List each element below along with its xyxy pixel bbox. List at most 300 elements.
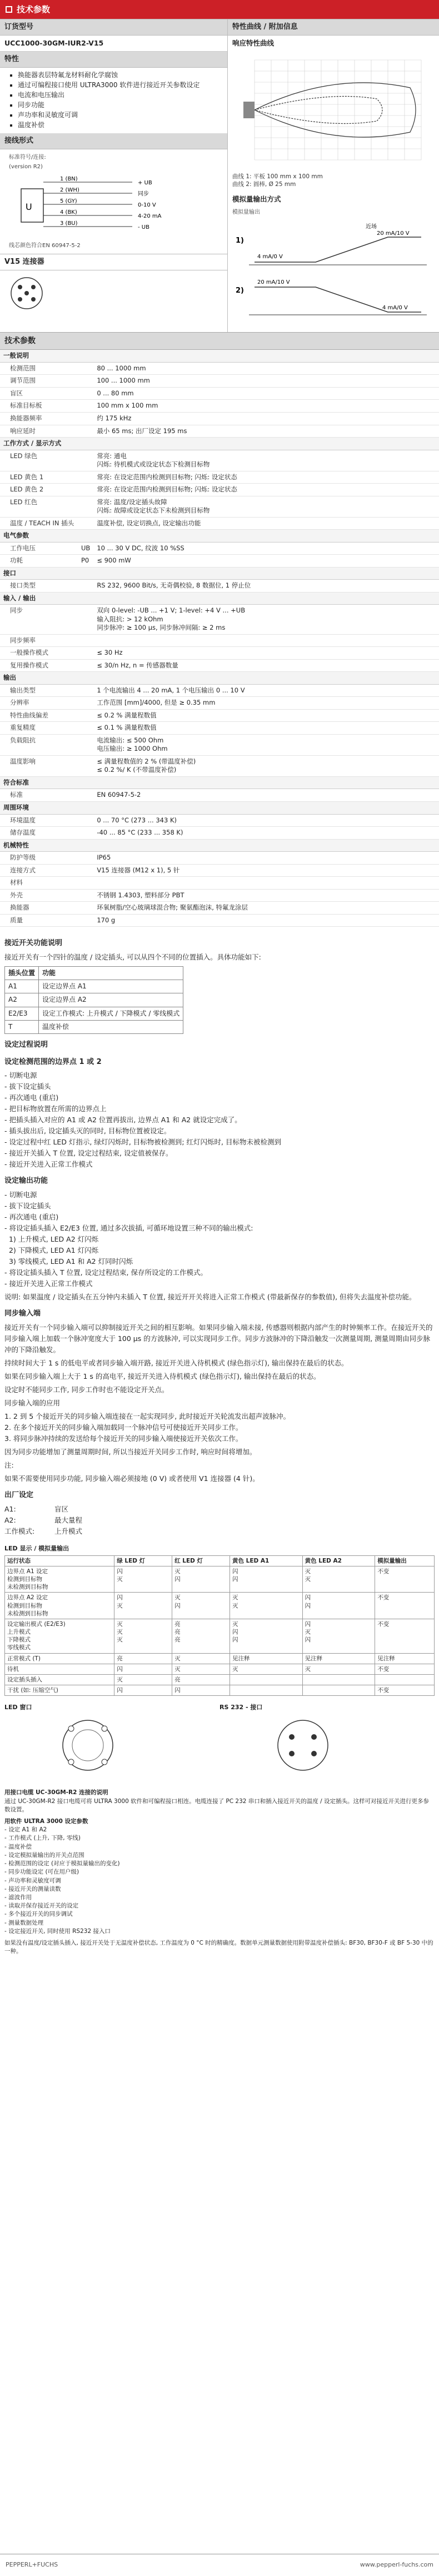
led-cell: 灭: [172, 1653, 230, 1664]
factory-heading: 出厂设定: [4, 1491, 34, 1500]
spec-key: 调节范围: [0, 375, 78, 388]
step-line: 2) 下降模式, LED A1 灯闪烁: [4, 1246, 99, 1255]
spec-symbol: [78, 450, 93, 471]
spec-value: IP65: [93, 852, 439, 865]
connection-version: (version R2): [9, 164, 43, 170]
step-line: 2. 在多个接近开关的同步输入端加载同一个脉冲信号可使接近开关同步工作。: [4, 1423, 243, 1432]
spec-value: 环氧树脂/空心玻璃球混合物; 聚氨酯泡沫, 特氟龙涂层: [93, 902, 439, 915]
fn-cell: 设定工作模式: 上升模式 / 下降模式 / 零线模式: [39, 1007, 183, 1020]
step-line: 3) 零线模式, LED A1 和 A2 灯同时闪烁: [4, 1257, 133, 1266]
page-footer: [0, 2554, 439, 2576]
spec-symbol: [78, 852, 93, 865]
led-cell: 闪 闪: [230, 1566, 302, 1593]
spec-value: 170 g: [93, 914, 439, 927]
setup-output-steps: [4, 1189, 435, 1289]
spec-key: 储存温度: [0, 827, 78, 840]
spec-value: [93, 877, 439, 890]
ultra-item: - 设定模拟量输出的开关点范围: [4, 1851, 84, 1859]
led-head: 黄色 LED A1: [230, 1555, 302, 1566]
spec-row: [0, 802, 439, 815]
svg-text:2): 2): [236, 287, 244, 295]
spec-symbol: [78, 755, 93, 776]
fn-cell: A2: [5, 993, 39, 1007]
setup-heading: 设定过程说明: [4, 1040, 48, 1049]
led-head: 黄色 LED A2: [302, 1555, 375, 1566]
spec-value: 常亮: 温度/设定插头故障 闪烁: 故障或设定状态下未检测到目标物: [93, 496, 439, 517]
factory-row: [4, 1515, 435, 1526]
spec-symbol: [78, 734, 93, 755]
connection-std-label: 标准符号/连接:: [9, 154, 46, 160]
led-cell: 灭: [114, 1674, 172, 1685]
spec-value: ≤ 0.2 % 满量程数值: [93, 709, 439, 722]
wire-function: + UB: [138, 179, 152, 186]
spec-row: [0, 350, 439, 362]
led-cell: 正常模式 (T): [5, 1653, 114, 1664]
step-line: - 把目标物放置在所需的边界点上: [4, 1104, 107, 1113]
spec-symbol: [78, 647, 93, 660]
spec-value: 0 ... 80 mm: [93, 387, 439, 400]
v15-connector: [0, 270, 227, 318]
led-section: [0, 1543, 439, 1698]
spec-value: 约 175 kHz: [93, 412, 439, 425]
spec-symbol: [78, 362, 93, 375]
led-cell: [302, 1685, 375, 1696]
spec-key: 盲区: [0, 387, 78, 400]
feature-item: ▪ 通过可编程接口使用 ULTRA3000 软件进行接近开关参数设定: [18, 80, 223, 90]
fn-cell: A1: [5, 980, 39, 993]
led-window-title: LED 窗口: [4, 1704, 32, 1711]
spec-value: EN 60947-5-2: [93, 789, 439, 802]
curve-title: 响应特性曲线: [232, 38, 275, 47]
rs232-svg: [219, 1712, 386, 1779]
led-cell: 闪 灭: [114, 1566, 172, 1593]
factory-key: 工作模式:: [4, 1526, 35, 1535]
step-line: 3. 将同步脉冲持续的发送给每个接近开关的同步输入端使接近开关依次工作。: [4, 1434, 243, 1443]
spec-value: -40 ... 85 °C (233 ... 358 K): [93, 827, 439, 840]
window-section: [0, 1698, 439, 1786]
spec-key: 温度影响: [0, 755, 78, 776]
led-cell: 亮: [114, 1653, 172, 1664]
spec-key: LED 黄色 2: [0, 484, 78, 496]
spec-row: [0, 387, 439, 400]
led-cell: 闪: [172, 1685, 230, 1696]
wire-function: 0-10 V: [138, 202, 156, 208]
led-cell: [230, 1674, 302, 1685]
wiring-diagram: [4, 172, 221, 239]
led-head: 模拟量输出: [375, 1555, 435, 1566]
fn-head: 插头位置: [5, 966, 39, 980]
led-head: 绿 LED 灯: [114, 1555, 172, 1566]
spec-value: [93, 634, 439, 647]
spec-symbol: [78, 722, 93, 735]
led-head: 运行状态: [5, 1555, 114, 1566]
step-line: - 接近开关进入正常工作模式: [4, 1279, 93, 1288]
spec-row: [0, 555, 439, 568]
spec-key: 接口类型: [0, 580, 78, 592]
near-field-label: 近场: [366, 224, 377, 230]
spec-symbol: P0: [78, 555, 93, 568]
spec-row: [0, 592, 439, 605]
step-line: - 将设定插头插入 T 位置, 设定过程结束, 保存所设定的工作模式。: [4, 1268, 207, 1277]
spec-key: LED 红色: [0, 496, 78, 517]
led-cell: 灭 闪 闪: [230, 1619, 302, 1653]
spec-row: [0, 542, 439, 555]
led-cell: 见注释: [375, 1653, 435, 1664]
led-cell: 灭 灭: [230, 1593, 302, 1619]
wire-code: 5 (GY): [60, 198, 77, 204]
spec-group: 符合标准: [0, 776, 439, 789]
setup-output-heading: 设定输出功能: [4, 1177, 48, 1186]
spec-row: [0, 722, 439, 735]
spec-row: [0, 634, 439, 647]
spec-row: [0, 902, 439, 915]
sync-p8: 如果不需要使用同步功能, 同步输入端必须接地 (0 V) 或者使用 V1 连接器 (4 针)。: [4, 1474, 260, 1483]
led-cell: 边界点 A1 设定 检测到目标物 未检测到目标物: [5, 1566, 114, 1593]
a2-bot-label: 4 mA/0 V: [382, 305, 408, 312]
spec-value: 最小 65 ms; 出厂设定 195 ms: [93, 425, 439, 438]
wire-color-note: 线芯颜色符合EN 60947-5-2: [9, 242, 81, 249]
led-cell: 设定输出模式 (E2/E3) 上升模式 下降模式 零线模式: [5, 1619, 114, 1653]
fn-cell: 设定边界点 A1: [39, 980, 183, 993]
spec-group: 输出: [0, 672, 439, 685]
led-cell: 不变: [375, 1593, 435, 1619]
led-cell: 灭 闪: [172, 1593, 230, 1619]
spec-value: ≤ 30 Hz: [93, 647, 439, 660]
spec-value: ≤ 900 mW: [93, 555, 439, 568]
step-line: - 再次通电 (重启): [4, 1213, 59, 1222]
spec-key: 特性曲线偏差: [0, 709, 78, 722]
sync-p4: 设定时不能同步工作, 同步工作时也不能设定开关点。: [4, 1385, 169, 1394]
led-cell: 见注释: [230, 1653, 302, 1664]
wire-code: 4 (BK): [60, 209, 77, 215]
spec-symbol: [78, 496, 93, 517]
spec-row: [0, 684, 439, 697]
spec-title: 技术参数: [0, 332, 439, 350]
top-bar-title: 技术参数: [17, 4, 51, 14]
wire-code: 2 (WH): [60, 187, 79, 193]
svg-text:U: U: [26, 201, 32, 212]
spec-key: 负载阻抗: [0, 734, 78, 755]
fn-cell: 温度补偿: [39, 1020, 183, 1033]
step-line: - 将设定插头插入 E2/E3 位置, 通过多次拔插, 可循环地设置三种不同的输出模式:: [4, 1224, 253, 1233]
step-line: 1) 上升模式, LED A2 灯闪烁: [4, 1235, 99, 1244]
model-number: UCC1000-30GM-IUR2-V15: [0, 36, 227, 52]
spec-row: [0, 484, 439, 496]
spec-key: 换能器频率: [0, 412, 78, 425]
features-list: [0, 68, 227, 133]
led-window-svg: [4, 1712, 171, 1779]
spec-row: [0, 709, 439, 722]
ultra-title: 用软件 ULTRA 3000 设定参数: [4, 1817, 88, 1825]
spec-key: 工作电压: [0, 542, 78, 555]
factory-row: [4, 1526, 435, 1537]
led-cell: 灭 灭 灭: [114, 1619, 172, 1653]
spec-value: RS 232, 9600 Bit/s, 无奇偶校验, 8 数据位, 1 停止位: [93, 580, 439, 592]
spec-value: V15 连接器 (M12 x 1), 5 针: [93, 864, 439, 877]
spec-row: [0, 814, 439, 827]
sync-p7: 注:: [4, 1461, 14, 1470]
spec-symbol: UB: [78, 542, 93, 555]
features-title: 特性: [0, 52, 227, 68]
ultra-item: - 读取并保存接近开关的设定: [4, 1902, 79, 1910]
factory-key: A2:: [4, 1515, 16, 1524]
spec-key: 材料: [0, 877, 78, 890]
ultra-item: - 设定 A1 和 A2: [4, 1826, 47, 1834]
factory-key: A1:: [4, 1504, 16, 1513]
footer-url[interactable]: www.pepperl-fuchs.com: [360, 2561, 433, 2569]
spec-row: [0, 672, 439, 685]
spec-symbol: [78, 709, 93, 722]
spec-row: [0, 517, 439, 530]
wire-function: 同步: [138, 190, 149, 197]
order-label: 订货型号: [0, 19, 227, 36]
factory-value: 盲区: [54, 1504, 69, 1513]
led-cell: 闪: [114, 1664, 172, 1674]
ultra-item: - 温度补偿: [4, 1843, 32, 1850]
v15-title: V15 连接器: [0, 254, 227, 270]
spec-value: 常亮: 在设定范围内检测到目标物; 闪烁: 设定状态: [93, 471, 439, 484]
sync-steps: [4, 1411, 435, 1444]
led-cell: 不变: [375, 1566, 435, 1593]
spec-symbol: [78, 889, 93, 902]
step-line: - 再次通电 (重启): [4, 1093, 59, 1102]
spec-row: [0, 852, 439, 865]
top-section: [0, 19, 439, 332]
spec-key: 功耗: [0, 555, 78, 568]
spec-row: [0, 877, 439, 890]
spec-symbol: [78, 580, 93, 592]
a2-top-label: 20 mA/10 V: [257, 279, 290, 286]
factory-settings: [4, 1504, 435, 1537]
analog-title: 模拟量输出方式: [232, 194, 281, 203]
spec-key: 标准目标板: [0, 400, 78, 413]
led-cell: 闪 灭: [114, 1593, 172, 1619]
curve-caption: 曲线 1: 平板 100 mm x 100 mm 曲线 2: 圆棒, Ø 25 mm: [232, 173, 323, 188]
led-cell: 闪 闪: [302, 1593, 375, 1619]
step-line: - 切断电源: [4, 1191, 37, 1199]
spec-symbol: [78, 425, 93, 438]
programming-section: [0, 1786, 439, 1958]
step-line: - 接近开关插入 T 位置, 设定过程结束, 设定值被保存。: [4, 1149, 173, 1158]
led-table: [4, 1555, 435, 1696]
step-line: - 接近开关进入正常工作模式: [4, 1160, 93, 1169]
led-cell: 干扰 (如: 压缩空气): [5, 1685, 114, 1696]
sync-heading: 同步输入端: [4, 1309, 41, 1318]
spec-symbol: [78, 484, 93, 496]
fn-cell: T: [5, 1020, 39, 1033]
ultra-item: - 检测范围的设定 (对应于模拟量输出的变化): [4, 1860, 120, 1867]
rs232-window: [219, 1704, 435, 1781]
spec-group: 机械特性: [0, 839, 439, 852]
ultra-item: - 同步功能设定 (可在用户级): [4, 1869, 79, 1876]
analog-diagram-svg: [232, 220, 432, 326]
feature-item: ▪ 温度补偿: [18, 120, 223, 130]
spec-key: 检测范围: [0, 362, 78, 375]
setup-range-steps: [4, 1070, 435, 1170]
spec-symbol: [78, 684, 93, 697]
footer-brand: PEPPERL+FUCHS: [6, 2561, 58, 2569]
ultra-item: - 测量数据处理: [4, 1919, 44, 1926]
wire-code: 3 (BU): [60, 220, 78, 227]
spec-symbol: [78, 634, 93, 647]
a1-top-label: 20 mA/10 V: [377, 230, 410, 237]
spec-value: 80 ... 1000 mm: [93, 362, 439, 375]
spec-row: [0, 889, 439, 902]
step-line: 1. 2 到 5 个接近开关的同步输入端连接在一起实现同步, 此时接近开关轮流发出超声波脉冲。: [4, 1412, 291, 1421]
spec-row: [0, 425, 439, 438]
spec-key: 输出类型: [0, 684, 78, 697]
led-cell: 设定插头插入: [5, 1674, 114, 1685]
ultra-items: [4, 1826, 435, 1936]
spec-key: 同步: [0, 605, 78, 635]
spec-group: 接口: [0, 567, 439, 580]
step-line: - 设定过程中红 LED 灯指示, 绿灯闪烁时, 目标物被检测到; 红灯闪烁时, 目标物未被检测到: [4, 1138, 281, 1147]
spec-key: 温度 / TEACH IN 插头: [0, 517, 78, 530]
top-bar: [0, 0, 439, 19]
spec-symbol: [78, 387, 93, 400]
feature-item: ▪ 声功率和灵敏度可调: [18, 110, 223, 120]
bottom-footnote: 如果没有温度/设定插头插入, 接近开关处于无温度补偿状态, 工作温度为 0 °C 时的精确度。数据单元测量数据使用附带温度补偿插头: BF30, BF30-F 或 BF 5-30 中的一种。: [4, 1940, 433, 1955]
func-heading: 接近开关功能说明: [4, 939, 63, 948]
spec-row: [0, 776, 439, 789]
wire-function: - UB: [138, 224, 149, 230]
step-line: - 拔下设定插头: [4, 1082, 51, 1091]
factory-value: 最大量程: [54, 1515, 83, 1524]
spec-symbol: [78, 814, 93, 827]
spec-symbol: [78, 789, 93, 802]
spec-symbol: [78, 605, 93, 635]
setup-note: 说明: 如果温度 / 设定插头在五分钟内未插入 T 位置, 接近开开关将进入正常工作模式 (带最新保存的参数值), 但将失去温度补偿功能。: [4, 1293, 416, 1302]
led-cell: 见注释: [302, 1653, 375, 1664]
led-cell: [375, 1674, 435, 1685]
spec-value: 不锈钢 1.4303, 塑料部分 PBT: [93, 889, 439, 902]
sync-p5: 同步输入端的应用: [4, 1399, 61, 1408]
left-column: [0, 19, 228, 332]
ultra-item: - 接近开关的测量读数: [4, 1885, 61, 1892]
spec-symbol: [78, 877, 93, 890]
step-line: - 切断电源: [4, 1071, 37, 1080]
feature-item: ▪ 同步功能: [18, 100, 223, 110]
spec-symbol: [78, 697, 93, 710]
spec-row: [0, 450, 439, 471]
wire-code: 1 (BN): [60, 175, 78, 182]
spec-row: [0, 914, 439, 927]
spec-symbol: [78, 400, 93, 413]
step-line: - 拔下设定插头: [4, 1202, 51, 1211]
spec-key: 响应延时: [0, 425, 78, 438]
spec-key: 一般操作模式: [0, 647, 78, 660]
step-line: - 插头拔出后, 设定插头灭的同时, 目标物位置被设定。: [4, 1127, 171, 1136]
spec-table: [0, 350, 439, 927]
feature-item: ▪ 换能器表层特氟龙材料耐化学腐蚀: [18, 70, 223, 80]
led-cell: 亮 亮 亮: [172, 1619, 230, 1653]
spec-value: ≤ 30/n Hz, n = 传感器数量: [93, 659, 439, 672]
led-window: [4, 1704, 219, 1781]
spec-row: [0, 789, 439, 802]
ultra-item: - 声功率和灵敏度可调: [4, 1877, 61, 1884]
spec-group: 电气参数: [0, 530, 439, 543]
fn-head: 功能: [39, 966, 183, 980]
fn-cell: 设定边界点 A2: [39, 993, 183, 1007]
spec-symbol: [78, 412, 93, 425]
led-cell: 闪 灭 闪: [302, 1619, 375, 1653]
spec-symbol: [78, 827, 93, 840]
spec-value: 常亮: 通电 闪烁: 待机模式或设定状态下检测目标物: [93, 450, 439, 471]
spec-value: 100 mm x 100 mm: [93, 400, 439, 413]
led-cell: 边界点 A2 设定 检测到目标物 未检测到目标物: [5, 1593, 114, 1619]
led-table-title: LED 显示 / 模拟量输出: [4, 1544, 69, 1552]
spec-row: [0, 471, 439, 484]
spec-symbol: [78, 471, 93, 484]
connection-block: [0, 149, 227, 254]
response-curve: [228, 51, 439, 171]
analog-subtitle: 模拟量输出: [232, 209, 260, 215]
right-column: [228, 19, 439, 332]
led-cell: 灭: [230, 1664, 302, 1674]
spec-row: [0, 412, 439, 425]
ultra-item: - 滤波作用: [4, 1894, 32, 1901]
led-cell: 不变: [375, 1685, 435, 1696]
feature-item: ▪ 电流和电压输出: [18, 90, 223, 100]
ultra-item: - 工作模式 (上升, 下降, 零线): [4, 1835, 81, 1842]
spec-row: [0, 659, 439, 672]
spec-row: [0, 647, 439, 660]
spec-key: 换能器: [0, 902, 78, 915]
spec-group: 工作方式 / 显示方式: [0, 438, 439, 450]
spec-symbol: [78, 375, 93, 388]
spec-symbol: [78, 659, 93, 672]
spec-group: 周围环境: [0, 802, 439, 815]
led-cell: 灭: [172, 1664, 230, 1674]
sync-p3: 如果在同步输入端上大于 1 s 的高电平, 接近开关进入待机模式 (绿色指示灯), 输出保持在最后的状态。: [4, 1372, 321, 1381]
response-curve-svg: [232, 54, 432, 165]
led-cell: 不变: [375, 1619, 435, 1653]
spec-symbol: [78, 914, 93, 927]
led-cell: [302, 1674, 375, 1685]
spec-row: [0, 438, 439, 450]
spec-row: [0, 580, 439, 592]
a1-bot-label: 4 mA/0 V: [257, 254, 283, 260]
spec-value: 常亮: 在设定范围内检测到目标物; 闪烁: 设定状态: [93, 484, 439, 496]
sync-p2: 持续时间大于 1 s 的低电平或者同步输入端开路, 接近开关进入待机模式 (绿色指示灯), 输出保持在最后的状态。: [4, 1359, 348, 1368]
spec-key: LED 绿色: [0, 450, 78, 471]
spec-group: 一般说明: [0, 350, 439, 362]
plug-function-table: [4, 966, 183, 1034]
spec-key: LED 黄色 1: [0, 471, 78, 484]
spec-value: 工作范围 [mm]/4000, 但是 ≥ 0.35 mm: [93, 697, 439, 710]
spec-group: 输入 / 输出: [0, 592, 439, 605]
svg-text:1): 1): [236, 237, 244, 245]
spec-row: [0, 400, 439, 413]
spec-value: 100 ... 1000 mm: [93, 375, 439, 388]
spec-value: ≤ 满量程数值的 2 % (带温度补偿) ≤ 0.2 %/ K (不带温度补偿): [93, 755, 439, 776]
right-title: 特性曲线 / 附加信息: [228, 19, 439, 36]
spec-row: [0, 827, 439, 840]
spec-row: [0, 530, 439, 543]
connector-pins-icon: [4, 274, 49, 313]
spec-key: 分辨率: [0, 697, 78, 710]
rs232-title: RS 232 - 接口: [219, 1704, 263, 1711]
spec-value: 温度补偿, 设定切换点, 设定输出功能: [93, 517, 439, 530]
led-cell: 不变: [375, 1664, 435, 1674]
spec-key: 防护等级: [0, 852, 78, 865]
spec-key: 外壳: [0, 889, 78, 902]
led-cell: 待机: [5, 1664, 114, 1674]
led-cell: [230, 1685, 302, 1696]
spec-key: 同步频率: [0, 634, 78, 647]
function-text: [0, 927, 439, 1543]
ultra-item: - 设定接近开关, 同时使用 RS232 接入口: [4, 1927, 111, 1935]
